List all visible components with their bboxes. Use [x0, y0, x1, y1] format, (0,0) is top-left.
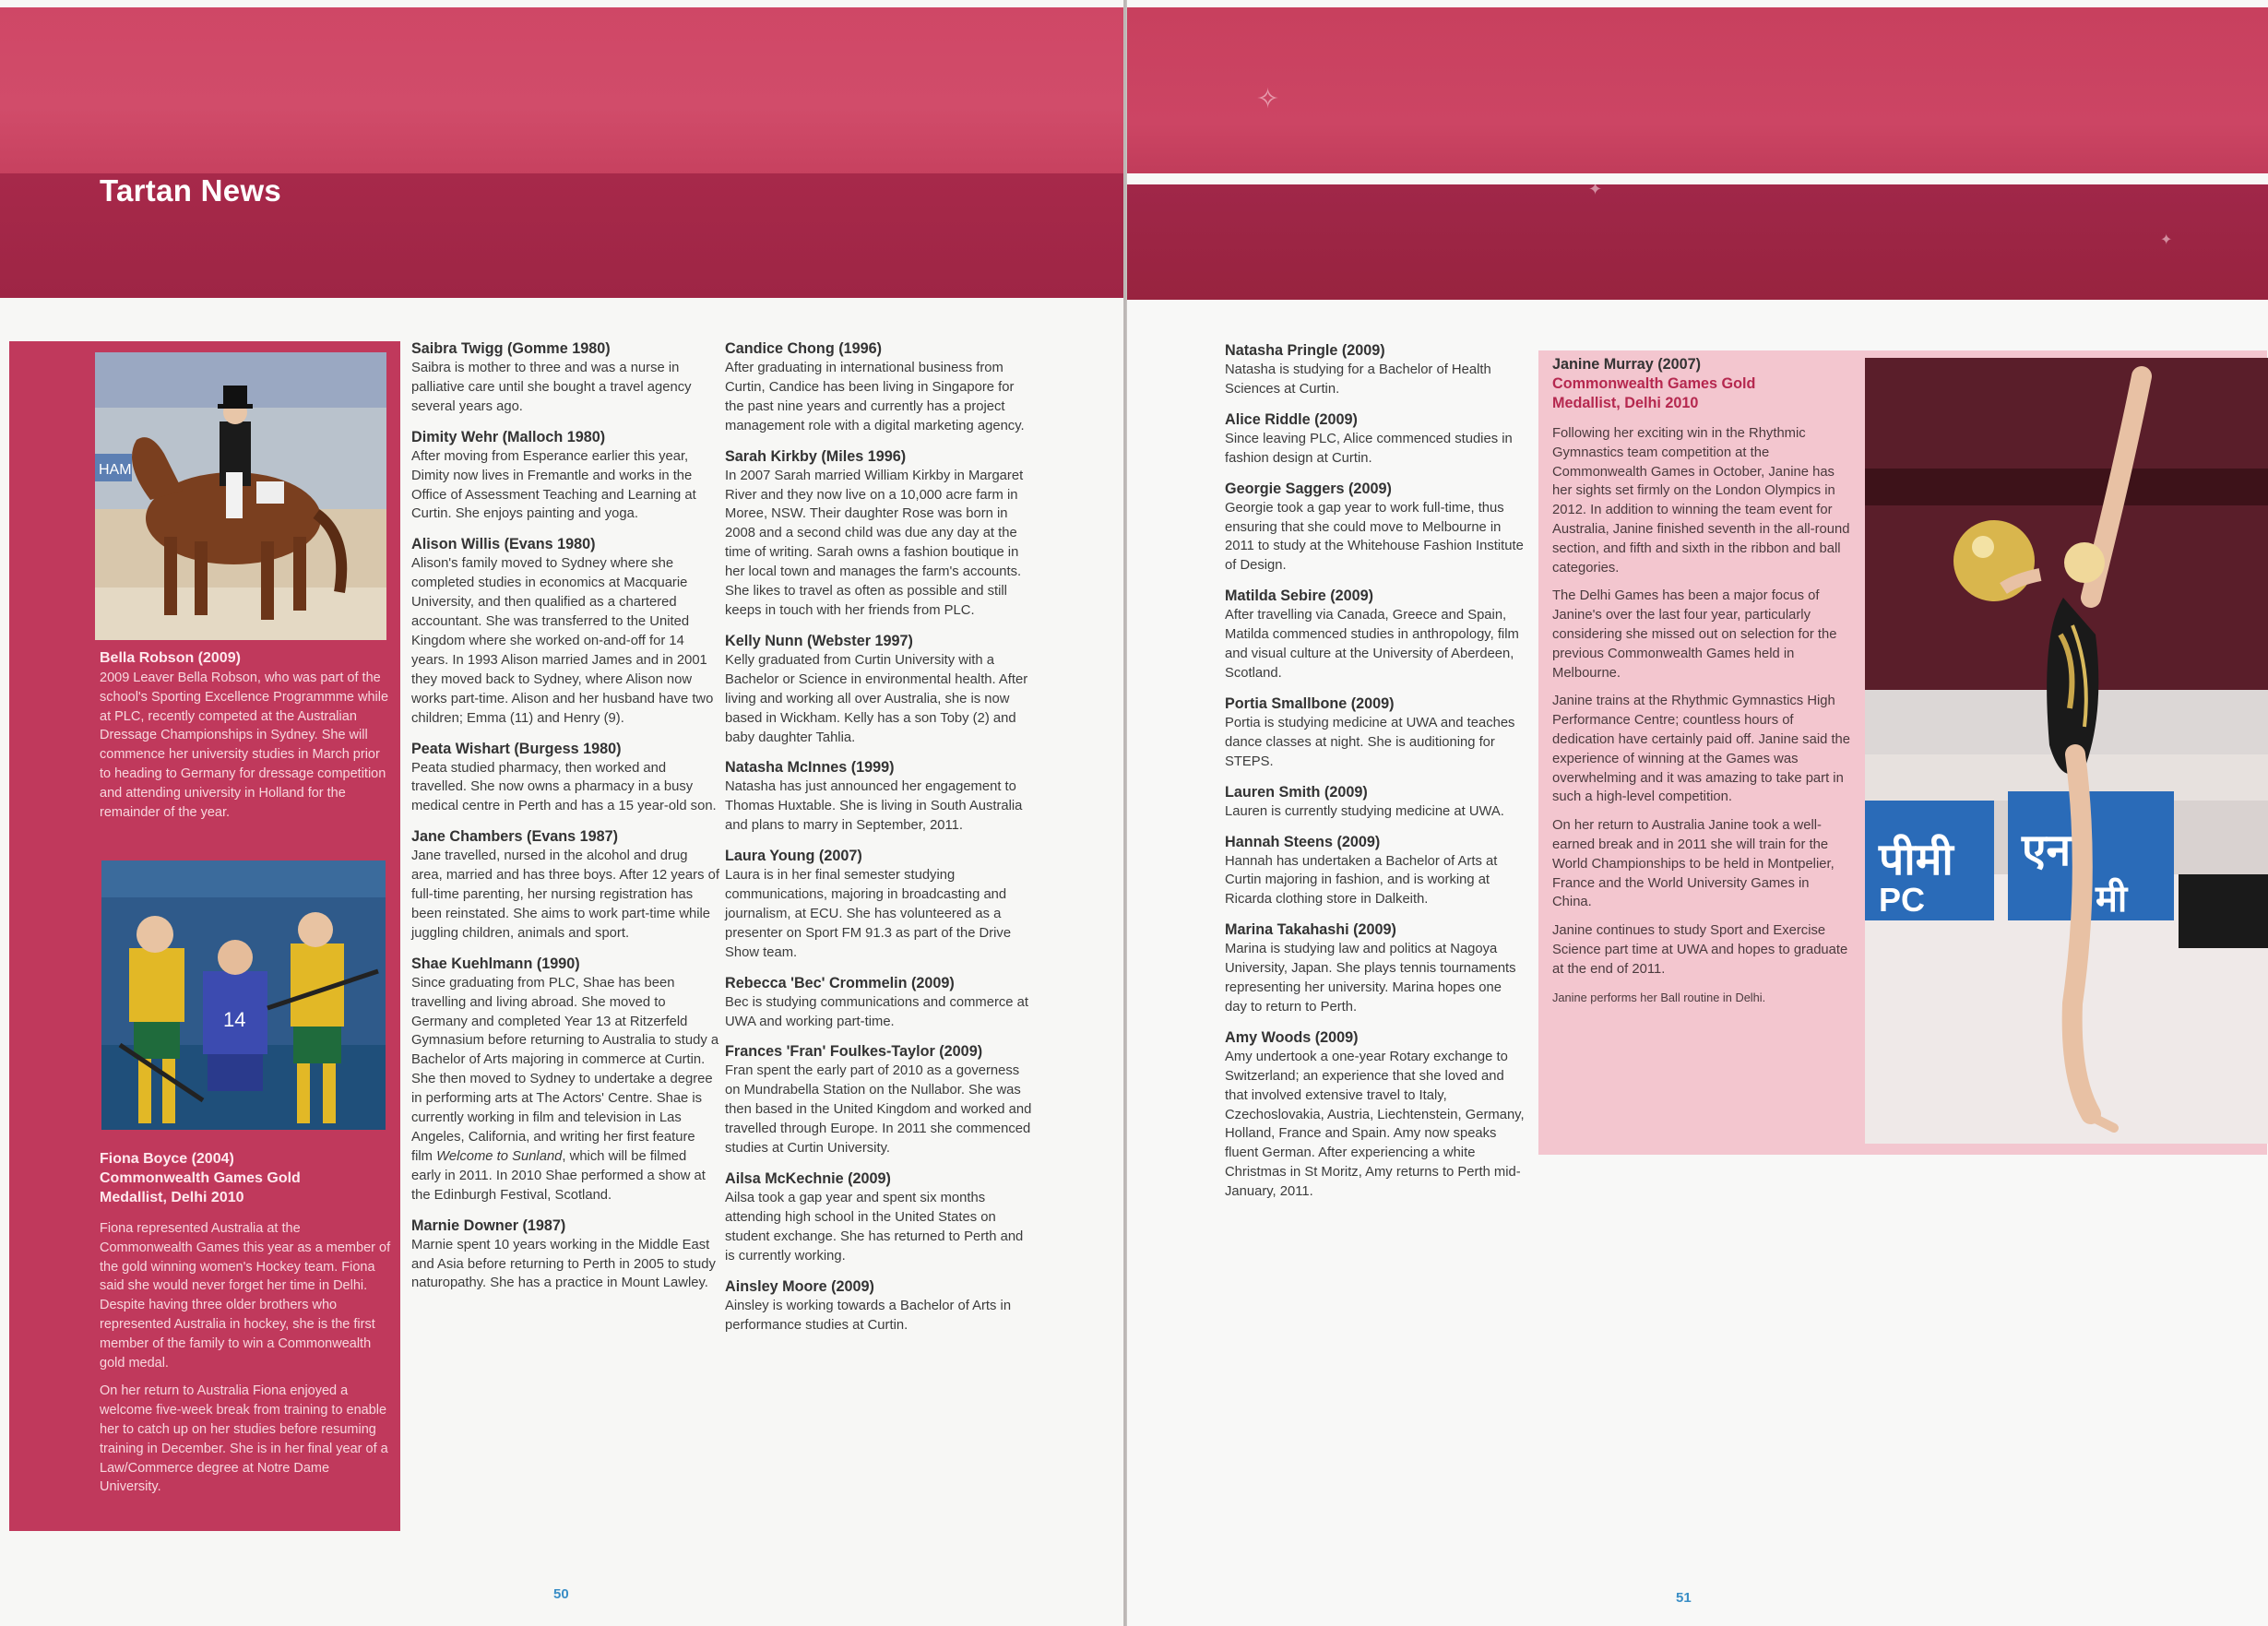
alumni-entry: Lauren Smith (2009) Lauren is currently studying medicine at UWA. — [1225, 783, 1504, 819]
alumni-entry: Shae Kuehlmann (1990) Since graduating from PLC, Shae has been travelling and living abroad. She moved to Germany and completed Year 13 at Ritzerfeld Gymnasium before returning to Australia to study a Bachelor of Arts majoring in commerce at Curtin. She then moved to Sydney to undertake a degree in performing arts at The Actors' Centre. Shae is currently working in film and television in Las Angeles, California, and writing her first feature film Welcome to Sunland, which will be filmed early in 2011. In 2010 Shae performed a show at the Edinburgh Festival, Scotland. — [411, 955, 719, 1203]
sparkle-decoration: ✦ — [2160, 232, 2173, 248]
fiona-text — [100, 1219, 393, 1506]
sign-text: PC — [1879, 881, 1926, 919]
janine-title-line1: Commonwealth Games Gold — [1552, 375, 1756, 392]
header-banner-right — [1127, 7, 2268, 173]
alumni-entry: Marina Takahashi (2009) Marina is studying law and politics at Nagoya University, Japan. She plays tennis tournaments representing her university. Marina hopes one day to return to Perth. — [1225, 921, 1516, 1015]
alumni-entry: Alison Willis (Evans 1980) Alison's family moved to Sydney where she completed studies in economics at Macquarie University, and then qualified as a chartered accountant. She was transferred to the United Kingdom where she worked on-and-off for 14 years. In 1993 Alison married James and in 2001 they moved back to Sydney, where Alison now works part-time. Alison and her husband have two children; Emma (11) and Henry (9). — [411, 536, 714, 726]
alumni-column-2 — [725, 339, 1033, 1346]
janine-paragraph-5: Janine continues to study Sport and Exercise Science part time at UWA and hopes to graduate at the end of 2011. — [1552, 923, 1848, 977]
hockey-photo — [101, 860, 386, 1130]
janine-paragraph-3: Janine trains at the Rhythmic Gymnastics High Performance Centre; countless hours of dedication have certainly paid off. Janine said the experience of winning at the Games was overwhelming and it was amazing to take part in such a high-level competition. — [1552, 694, 1851, 805]
svg-text:14: 14 — [223, 1008, 246, 1031]
alumni-column-1 — [411, 339, 719, 1304]
janine-paragraph-1: Following her exciting win in the Rhythmic Gymnastics team competition at the Commonwealth Games in October, Janine has her sights set firmly on the London Olympics in 2012. In addition to winning the team event for Australia, Janine finished seventh in the all-round section, and fifth and sixth in the ribbon and ball categories. — [1552, 426, 1850, 576]
fiona-title-line2: Medallist, Delhi 2010 — [100, 1190, 244, 1205]
page-number-right: 51 — [1676, 1590, 1692, 1606]
alumni-entry: Hannah Steens (2009) Hannah has undertaken a Bachelor of Arts at Curtin majoring in fashion, and is working at Ricarda clothing store in Dalkeith. — [1225, 833, 1498, 908]
janine-paragraph-4: On her return to Australia Janine took a well-earned break and in 2011 she will train for the World Championships to be held in Montpelier, France and the World University Games in China. — [1552, 818, 1835, 910]
fiona-title-line1: Commonwealth Games Gold — [100, 1170, 301, 1186]
page-number-left: 50 — [553, 1586, 569, 1602]
right-page — [1127, 0, 2268, 1626]
fiona-paragraph-2: On her return to Australia Fiona enjoyed a welcome five-week break from training to enable her to catch up on her studies before resuming training in December. She is in her final year of a Law/Commerce degree at Notre Dame University. — [100, 1383, 388, 1495]
alumni-entry: Laura Young (2007) Laura is in her final semester studying communications, majoring in broadcasting and journalism, at ECU. She has volunteered as a presenter on Sport FM 91.3 as part of the Drive Show team. — [725, 848, 1012, 960]
header-band-right — [1127, 184, 2268, 300]
svg-text:HAM: HAM — [99, 462, 132, 478]
alumni-entry: Jane Chambers (Evans 1987) Jane travelled, nursed in the alcohol and drug area, married and has three boys. After 12 years of full-time parenting, her nursing registration has been reinstated. She aims to work part-time while juggling children, animals and sport. — [411, 828, 719, 941]
alumni-entry: Matilda Sebire (2009) After travelling via Canada, Greece and Spain, Matilda commenced studies in anthropology, film and visual culture at the University of Aberdeen, Scotland. — [1225, 587, 1519, 681]
sign-text: मी — [2096, 878, 2128, 920]
bella-text: 2009 Leaver Bella Robson, who was part of the school's Sporting Excellence Programmme while at PLC, recently competed at the Australian Dressage Championships in Sydney. She will commence her university studies in March prior to heading to Germany for dressage competition and attending university in Holland for the remainder of the year. — [100, 671, 389, 820]
alumni-entry: Natasha Pringle (2009) Natasha is studying for a Bachelor of Health Sciences at Curtin. — [1225, 342, 1491, 397]
alumni-entry: Peata Wishart (Burgess 1980) Peata studied pharmacy, then worked and travelled. She now owns a pharmacy in a busy medical centre in Perth and has a 15 year-old son. — [411, 740, 717, 814]
gymnast-photo — [1865, 358, 2268, 1144]
photo-caption: Janine performs her Ball routine in Delhi. — [1552, 990, 1766, 1004]
alumni-entry: Georgie Saggers (2009) Georgie took a gap year to work full-time, thus ensuring that she could move to Melbourne in 2011 to study at the Whitehouse Fashion Institute of Design. — [1225, 480, 1524, 574]
fiona-paragraph-1: Fiona represented Australia at the Commonwealth Games this year as a member of the gold winning women's Hockey team. Fiona said she would never forget her time in Delhi. Despite having three older brothers who represented Australia in hockey, she is the first member of the family to win a Commonwealth gold medal. — [100, 1221, 391, 1371]
janine-name: Janine Murray (2007) — [1552, 356, 1702, 373]
alumni-entry: Marnie Downer (1987) Marnie spent 10 years working in the Middle East and Asia before returning to Perth in 2005 to study naturopathy. She has a practice in Mount Lawley. — [411, 1217, 716, 1291]
alumni-entry: Ailsa McKechnie (2009) Ailsa took a gap year and spent six months attending high school in the United States on student exchange. She has returned to Perth and is currently working. — [725, 1170, 1024, 1264]
dressage-photo — [95, 352, 386, 640]
alumni-entry: Rebecca 'Bec' Crommelin (2009) Bec is studying communications and commerce at UWA and working part-time. — [725, 974, 1028, 1029]
sparkle-decoration: ✧ — [1256, 84, 1280, 114]
sparkle-decoration: ✦ — [1588, 180, 1603, 198]
sidebar-panel — [9, 341, 400, 1531]
alumni-entry: Dimity Wehr (Malloch 1980) After moving from Esperance earlier this year, Dimity now lives in Fremantle and works in the Office of Assessment Teaching and Learning at Curtin. She enjoys painting and yoga. — [411, 428, 696, 522]
alumni-entry: Ainsley Moore (2009) Ainsley is working towards a Bachelor of Arts in performance studies at Curtin. — [725, 1277, 1012, 1333]
alumni-entry: Kelly Nunn (Webster 1997) Kelly graduated from Curtin University with a Bachelor or Science in environmental health. After living and working all over Australia, she is now based in Wickham. Kelly has a son Toby (2) and baby daughter Tahlia. — [725, 632, 1028, 745]
header-banner — [0, 7, 1123, 173]
alumni-entry: Saibra Twigg (Gomme 1980) Saibra is mother to three and was a nurse in palliative care until she bought a travel agency several years ago. — [411, 340, 692, 414]
alumni-entry: Amy Woods (2009) Amy undertook a one-year Rotary exchange to Switzerland; an experience that she loved and that involved extensive travel to Italy, Czechoslovakia, Austria, Liechtenstein, Germany, Holland, France and Spain. Amy now speaks fluent German. After experiencing a white Christmas in St Moritz, Amy returns to Perth mid-January, 2011. — [1225, 1028, 1525, 1200]
fiona-name: Fiona Boyce (2004) — [100, 1151, 234, 1167]
sign-text: एन — [2022, 825, 2072, 876]
left-page — [0, 0, 1123, 1626]
janine-paragraph-2: The Delhi Games has been a major focus of Janine's over the last four year, particularly considering she missed out on selection for the previous Commonwealth Games held in Melbourne. — [1552, 588, 1837, 681]
bella-name: Bella Robson (2009) — [100, 650, 241, 666]
alumni-entry: Sarah Kirkby (Miles 1996) In 2007 Sarah married William Kirkby in Margaret River and they now live on a 10,000 acre farm in Moree, NSW. Their daughter Rose was born in 2008 and a second child was due any day at the time of writing. Sarah owns a fashion boutique in her local town and manages the farm's accounts. She likes to travel as often as possible and still keeps in touch with her friends from PLC. — [725, 447, 1024, 618]
alumni-entry: Alice Riddle (2009) Since leaving PLC, Alice commenced studies in fashion design at Curtin. — [1225, 410, 1513, 466]
page-title: Tartan News — [100, 173, 282, 208]
feature-text — [1552, 355, 1851, 1007]
alumni-entry: Natasha McInnes (1999) Natasha has just announced her engagement to Thomas Huxtable. She is living in South Australia and plans to marry in September, 2011. — [725, 759, 1023, 834]
sign-text: पीमी — [1879, 834, 1953, 885]
alumni-column-3 — [1225, 341, 1526, 1213]
alumni-entry: Frances 'Fran' Foulkes-Taylor (2009) Fran spent the early part of 2010 as a governess on Mundrabella Station on the Nullabor. She was then based in the United Kingdom and worked and travelled through Europe. In 2011 she commenced studies at Curtin University. — [725, 1043, 1032, 1157]
alumni-entry: Portia Smallbone (2009) Portia is studying medicine at UWA and teaches dance classes at night. She is auditioning for STEPS. — [1225, 694, 1515, 769]
film-title: Welcome to Sunland — [436, 1148, 563, 1164]
alumni-entry: Candice Chong (1996) After graduating in international business from Curtin, Candice has been living in Singapore for the past nine years and currently has a project management role with a digital marketing agency. — [725, 340, 1025, 433]
janine-title-line2: Medallist, Delhi 2010 — [1552, 395, 1699, 411]
